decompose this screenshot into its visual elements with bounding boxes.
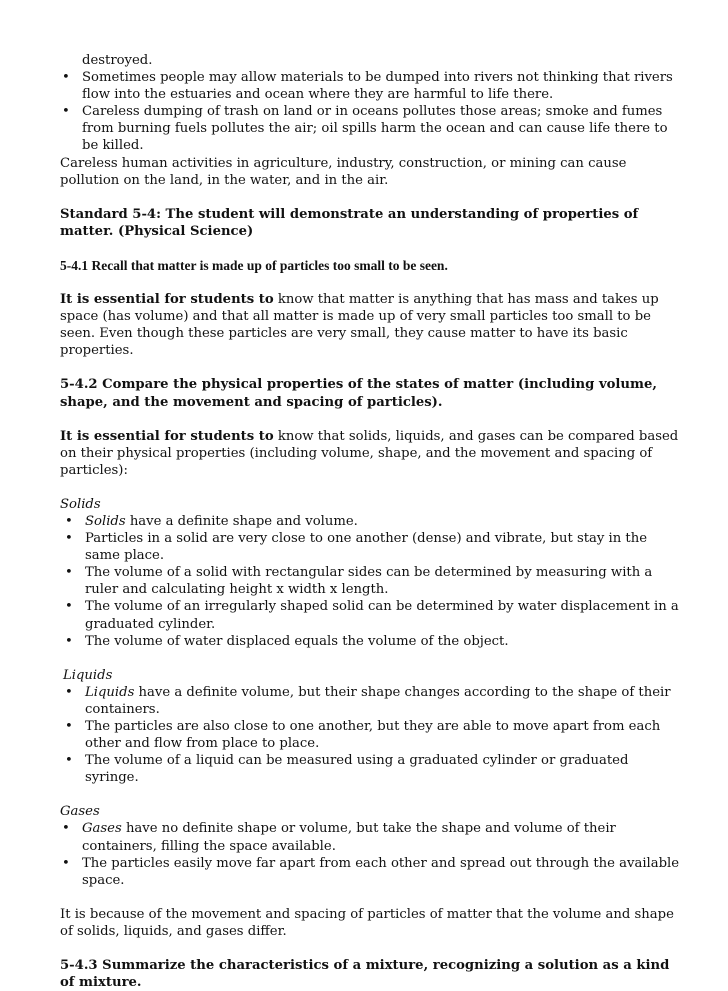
list-item: • Gases have no definite shape or volume, but take the shape and volume of their containers, filling the space available.	[62, 821, 616, 854]
bullet-icon: •	[65, 719, 73, 734]
bullet-icon: •	[65, 633, 73, 649]
list-item: • Sometimes people may allow materials to be dumped into rivers not thinking that rivers flow into the estuaries and ocean where they are harmful to life there.	[62, 70, 673, 103]
essential-lead: It is essential for students to	[60, 428, 274, 444]
document-page	[60, 52, 685, 991]
list-item: • The volume of an irregularly shaped solid can be determined by water displacement in a graduated cylinder.	[65, 599, 679, 632]
bullet-icon: •	[65, 753, 73, 769]
gases-label: Gases	[60, 804, 100, 820]
list-item: • Careless dumping of trash on land or in oceans pollutes those areas; smoke and fumes from burning fuels pollutes the air; oil spills harm the ocean and can cause life there to be killed.	[62, 104, 668, 154]
bullet-icon: •	[62, 104, 70, 120]
bullet-icon: •	[65, 565, 73, 581]
states-conclusion: It is because of the movement and spacing of particles of matter that the volume and shape of solids, liquids, and gases differ.	[60, 906, 674, 939]
indicator-541-essential	[60, 291, 685, 359]
list-item: • The volume of a solid with rectangular sides can be determined by measuring with a ruler and calculating height x width x length.	[65, 565, 653, 598]
list-item: • The volume of a liquid can be measured using a graduated cylinder or graduated syringe.	[65, 753, 629, 786]
indicator-542-heading: 5-4.2 Compare the physical properties of the states of matter (including volume, shape, and the movement and spacing of particles).	[60, 377, 657, 410]
solids-label: Solids	[60, 496, 101, 512]
list-item: • The particles easily move far apart from each other and spread out through the available space.	[62, 855, 680, 888]
list-item: • The volume of water displaced equals the volume of the object.	[65, 633, 509, 649]
continuation-text: destroyed.	[82, 53, 153, 68]
bullet-icon: •	[62, 70, 70, 86]
pollution-summary: Careless human activities in agriculture, industry, construction, or mining can cause pollution on the land, in the water, and in the air.	[60, 155, 627, 188]
list-item: • Liquids have a definite volume, but their shape changes according to the shape of their containers.	[65, 684, 671, 717]
indicator-543-heading: 5-4.3 Summarize the characteristics of a mixture, recognizing a solution as a kind of mixture.	[60, 958, 670, 991]
list-item: • The particles are also close to one another, but they are able to move apart from each other and flow from place to place.	[65, 719, 661, 752]
liquids-label: Liquids	[63, 667, 113, 683]
bullet-icon: •	[65, 599, 73, 615]
essential-text: know that matter is anything that has mass and takes up space (has volume) and that all matter is made up of very small particles too small to be seen. Even though these particles are very small, they cause matter to have its basic properties.	[60, 292, 659, 359]
bullet-icon: •	[62, 821, 70, 837]
bullet-icon: •	[65, 513, 73, 529]
list-item: • Particles in a solid are very close to one another (dense) and vibrate, but stay in the same place.	[65, 531, 648, 564]
indicator-541-heading: 5-4.1 Recall that matter is made up of particles too small to be seen.	[60, 257, 448, 273]
bullet-icon: •	[65, 684, 73, 700]
indicator-542-essential	[60, 428, 685, 479]
standard-heading: Standard 5-4: The student will demonstrate an understanding of properties of matter. (Physical Science)	[60, 206, 639, 239]
pollution-bullet-list	[60, 69, 685, 154]
essential-text: know that solids, liquids, and gases can be compared based on their physical properties (including volume, shape, and the movement and spacing of particles):	[60, 428, 679, 478]
bullet-icon: •	[62, 855, 70, 871]
solids-bullet-list	[60, 513, 685, 650]
essential-lead: It is essential for students to	[60, 292, 274, 308]
gases-bullet-list	[60, 820, 685, 888]
bullet-icon: •	[65, 531, 73, 547]
list-item: • Solids have a definite shape and volume.	[65, 513, 358, 529]
liquids-bullet-list	[60, 684, 685, 787]
